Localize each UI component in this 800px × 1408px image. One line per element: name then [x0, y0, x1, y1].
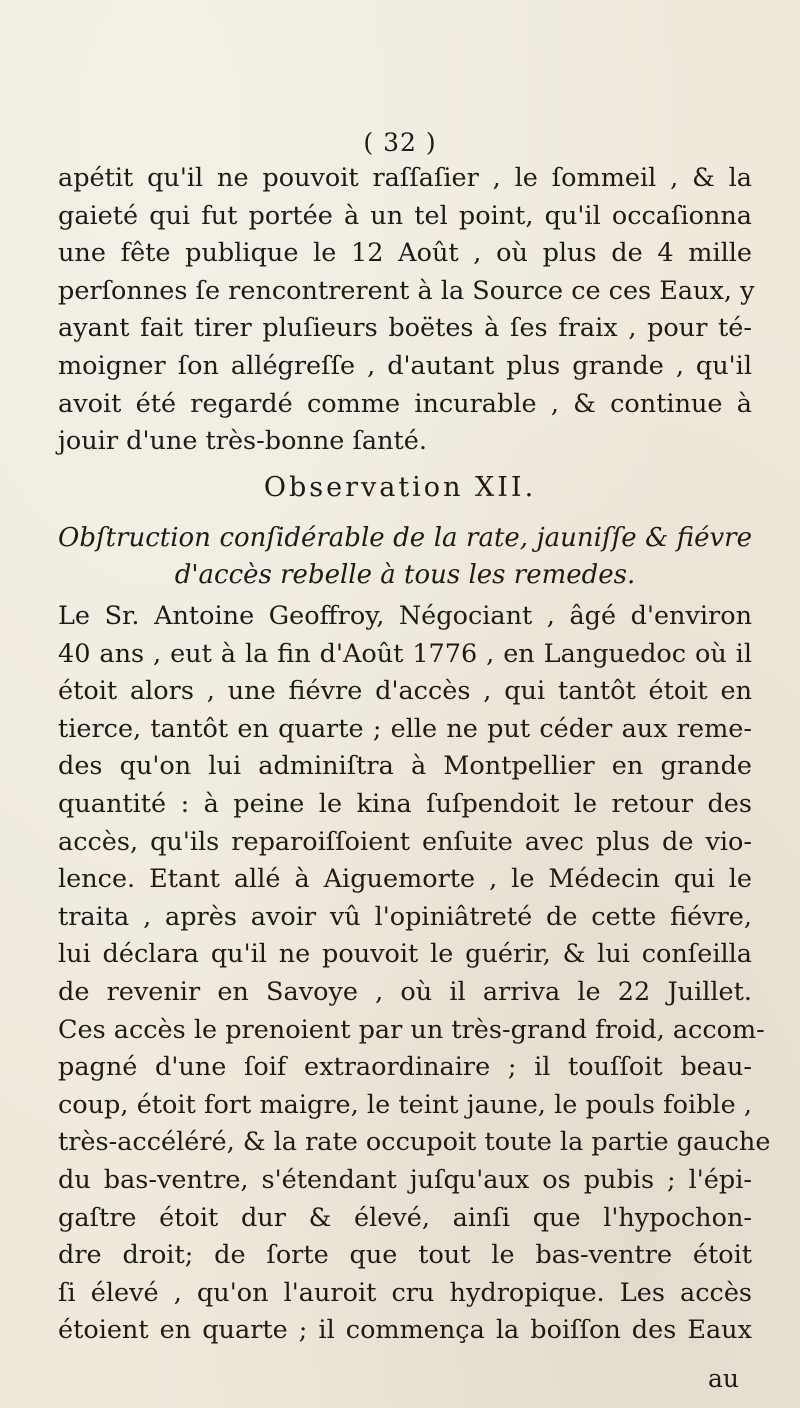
text-line: lui déclara qu'il ne pouvoit le guérir, & lui conſeilla — [58, 939, 752, 970]
text-line: dre droit; de ſorte que tout le bas-ventre étoit — [58, 1240, 752, 1271]
observation-heading: Observation XII. — [263, 472, 537, 503]
catchword: au — [708, 1364, 740, 1393]
text-line: gaieté qui fut portée à un tel point, qu'il occaſionna — [58, 200, 752, 231]
text-line: traita , après avoir vû l'opiniâtreté de cette fiévre, — [58, 901, 752, 932]
subtitle-line: d'accès rebelle à tous les remedes. — [174, 560, 636, 590]
text-line: 40 ans , eut à la fin d'Août 1776 , en Languedoc où il — [58, 638, 752, 669]
subtitle-line: Obſtruction conſidérable de la rate, jauniſſe & fiévre — [58, 523, 752, 553]
text-line: perſonnes ſe rencontrerent à la Source ce ces Eaux, y — [58, 275, 755, 306]
page-number: ( 32 ) — [363, 128, 437, 157]
text-line: une fête publique le 12 Août , où plus de 4 mille — [58, 238, 752, 269]
text-line: ayant fait tirer pluſieurs boëtes à ſes fraix , pour té- — [58, 313, 752, 344]
text-line: Le Sr. Antoine Geoffroy, Négociant , âgé d'environ — [58, 601, 752, 631]
text-line: ſi élevé , qu'on l'auroit cru hydropique. Les accès — [58, 1277, 752, 1308]
text-line: accès, qu'ils reparoiſſoient enſuite avec plus de vio- — [58, 826, 752, 857]
text-line: étoit alors , une fiévre d'accès , qui tantôt étoit en — [58, 676, 752, 707]
text-line: moigner ſon allégreſſe , d'autant plus grande , qu'il — [58, 350, 752, 381]
text-line: avoit été regardé comme incurable , & continue à — [58, 388, 752, 419]
text-line: coup, étoit fort maigre, le teint jaune, le pouls foible , — [58, 1089, 752, 1120]
paragraph-continued — [58, 160, 755, 461]
text-line: étoient en quarte ; il commença la boiſſon des Eaux — [58, 1315, 752, 1346]
text-line: très-accéléré, & la rate occupoit toute la partie gauche — [58, 1127, 771, 1158]
observation-subtitle — [58, 520, 752, 594]
text-line: tierce, tantôt en quarte ; elle ne put céder aux reme- — [58, 713, 752, 744]
text-line: pagné d'une ſoif extraordinaire ; il touſſoit beau- — [58, 1052, 752, 1083]
text-line: Ces accès le prenoient par un très-grand froid, accom- — [58, 1014, 765, 1045]
text-line: apétit qu'il ne pouvoit raſſaſier , le ſommeil , & la — [58, 163, 752, 193]
text-line: des qu'on lui adminiſtra à Montpellier en grande — [58, 751, 752, 782]
text-line: du bas-ventre, s'étendant juſqu'aux os pubis ; l'épi- — [58, 1164, 752, 1195]
paragraph-observation — [58, 598, 771, 1350]
text-line: quantité : à peine le kina ſuſpendoit le retour des — [58, 788, 752, 819]
text-line: gaſtre étoit dur & élevé, ainſi que l'hypochon- — [58, 1202, 752, 1233]
text-line: de revenir en Savoye , où il arriva le 22 Juillet. — [58, 976, 752, 1007]
text-line: jouir d'une très-bonne ſanté. — [58, 426, 427, 457]
text-line: lence. Etant allé à Aiguemorte , le Médecin qui le — [58, 864, 752, 895]
